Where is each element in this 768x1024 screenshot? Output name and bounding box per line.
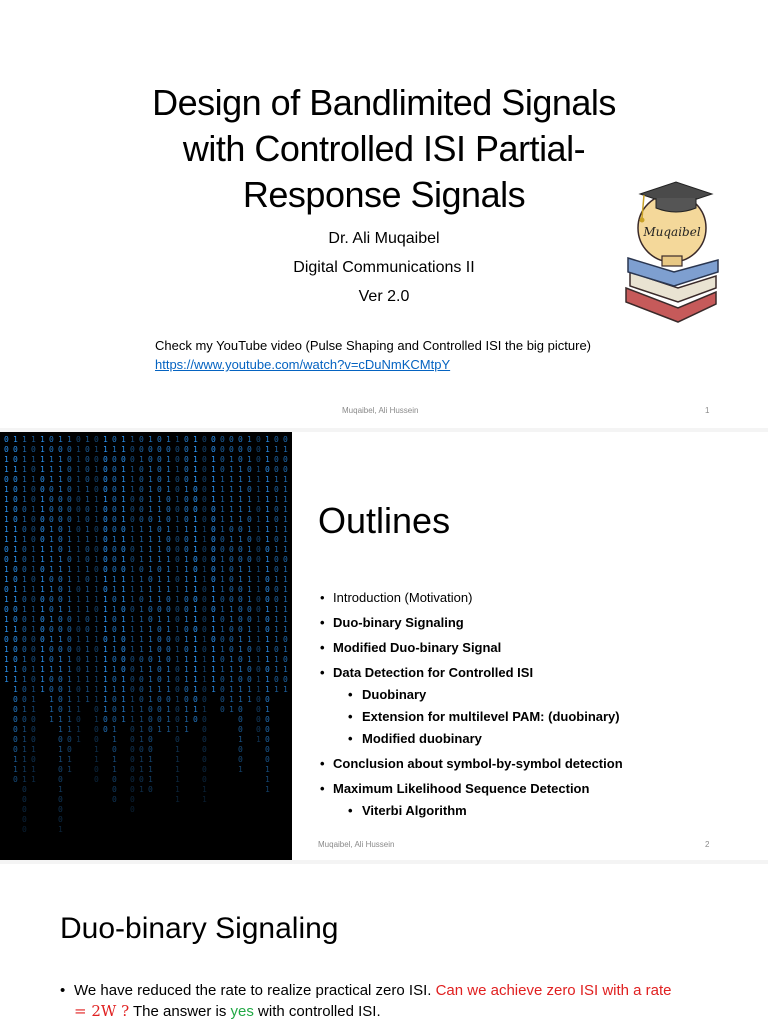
youtube-note: Check my YouTube video (Pulse Shaping and Controlled ISI the big picture) <box>155 338 592 353</box>
logo-text: Muqaibel <box>643 225 701 239</box>
outline-subitem: • Extension for multilevel PAM: (duobinary) <box>318 706 623 728</box>
outline-item: • Data Detection for Controlled ISI <box>318 662 623 684</box>
answer-text: yes <box>230 1003 254 1020</box>
title-slide <box>0 0 768 428</box>
outline-subitem: • Modified duobinary <box>318 728 623 750</box>
author-name: Dr. Ali Muqaibel <box>328 230 440 247</box>
outline-subitem: • Duobinary <box>318 684 623 706</box>
outline-slide <box>0 432 768 860</box>
youtube-link[interactable]: https://www.youtube.com/watch?v=cDuNmKCMtpY <box>155 357 451 372</box>
title-line: Design of Bandlimited Signals <box>152 82 616 123</box>
page-number: 1 <box>705 406 710 415</box>
slide-footer: Muqaibel, Ali Hussein <box>318 840 395 849</box>
version-label: Ver 2.0 <box>358 288 410 305</box>
bullet-text: The answer is <box>129 1003 231 1020</box>
binary-matrix-image <box>0 432 292 860</box>
title-line: Response Signals <box>242 174 526 215</box>
title-line: with Controlled ISI Partial- <box>182 128 586 169</box>
rate-formula: = 2W ? <box>74 1002 130 1020</box>
slide-footer: Muqaibel, Ali Hussein <box>342 406 419 415</box>
outline-list <box>318 587 623 822</box>
course-name: Digital Communications II <box>293 259 475 276</box>
bullet-dot: • <box>60 982 66 999</box>
slide-title: Outlines <box>318 500 451 541</box>
outline-subitem: • Viterbi Algorithm <box>318 800 623 822</box>
page-number: 2 <box>705 840 710 849</box>
presentation-title <box>100 80 668 218</box>
outline-item: • Duo-binary Signaling <box>318 612 623 634</box>
outline-item: • Introduction (Motivation) <box>318 587 623 609</box>
slide-title: Duo-binary Signaling <box>60 912 339 945</box>
bullet-paragraph <box>60 981 720 1022</box>
question-text: Can we achieve zero ISI with a rate <box>435 982 672 999</box>
outline-item: • Conclusion about symbol-by-symbol detection <box>318 753 623 775</box>
graduation-bulb-logo <box>620 176 722 336</box>
bullet-text: with controlled ISI. <box>253 1003 381 1020</box>
bullet-text: We have reduced the rate to realize practical zero ISI. <box>74 982 436 999</box>
outline-item: • Modified Duo-binary Signal <box>318 637 623 659</box>
outline-item: • Maximum Likelihood Sequence Detection <box>318 778 623 800</box>
duobinary-slide <box>0 864 768 1024</box>
